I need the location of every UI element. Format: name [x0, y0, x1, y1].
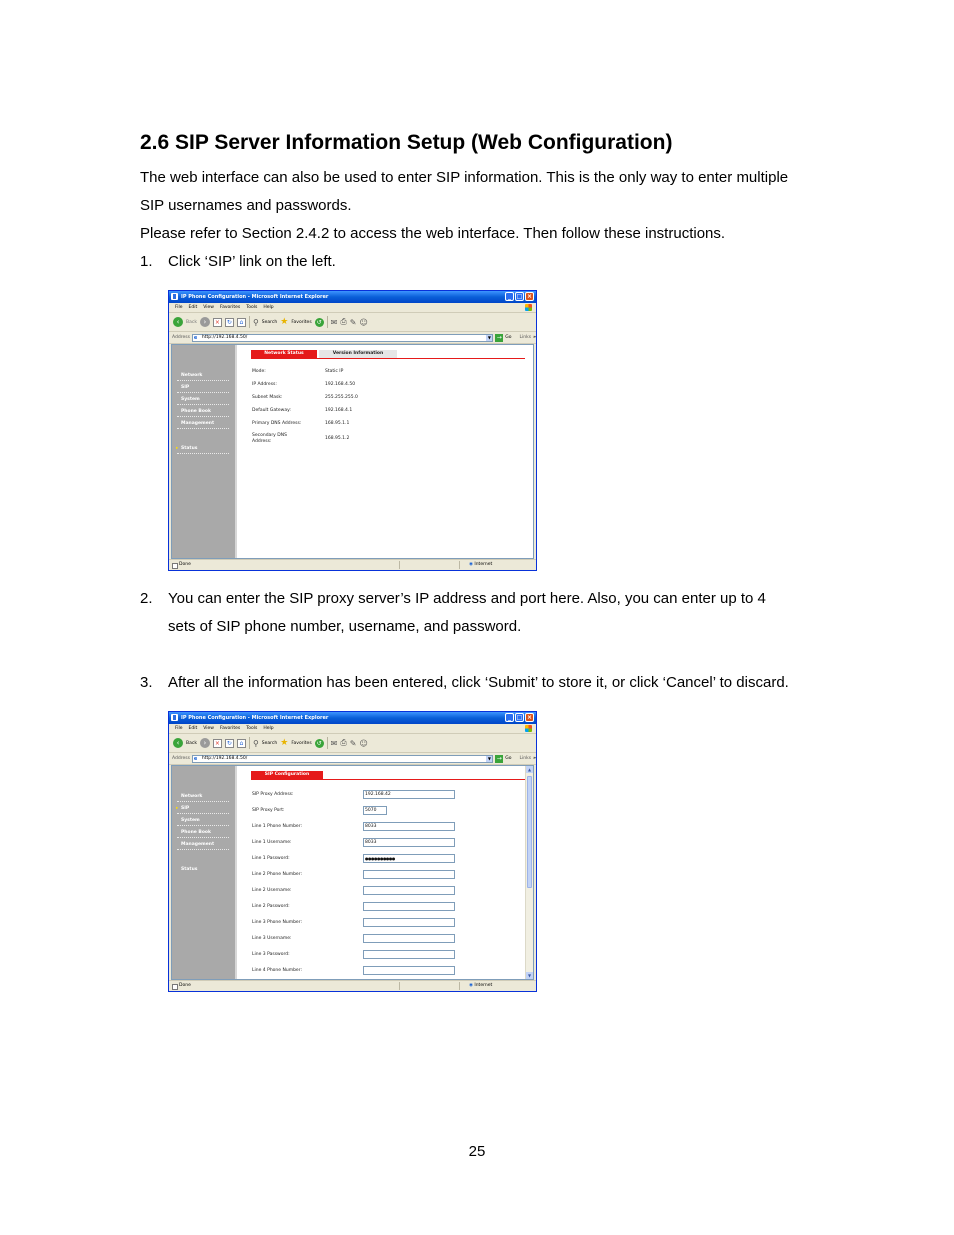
back-label[interactable]: Back [186, 319, 197, 325]
intro-line-1: The web interface can also be used to enter SIP information. This is the only way to enter multiple [140, 169, 789, 186]
menu-help[interactable]: Help [263, 726, 274, 731]
search-label[interactable]: Search [261, 319, 278, 325]
back-arrow-icon[interactable]: ‹ [173, 317, 183, 327]
chevron-down-icon[interactable]: ▼ [487, 334, 491, 340]
line4-phone-number-input[interactable] [363, 966, 455, 975]
section-heading: 2.6 SIP Server Information Setup (Web Configuration) [140, 131, 673, 154]
address-bar [169, 753, 536, 765]
menu-favorites[interactable]: Favorites [219, 305, 241, 310]
history-icon[interactable]: ↺ [316, 739, 322, 747]
minimize-button[interactable]: _ [505, 292, 514, 301]
address-input[interactable] [192, 755, 493, 763]
line3-username-input[interactable] [363, 934, 455, 943]
page-done-icon [172, 984, 178, 990]
sip-proxy-port-input[interactable]: 5070 [363, 806, 387, 815]
status-done: Done [179, 983, 191, 988]
address-value: http://192.168.4.50/ [201, 334, 248, 340]
windows-logo-icon [525, 725, 532, 732]
field-label: Line 1 Phone Number: [252, 824, 302, 829]
address-bar [169, 332, 536, 344]
page-content [171, 765, 534, 980]
close-button[interactable]: × [526, 714, 533, 721]
links-label[interactable]: Links [519, 756, 532, 761]
field-label: Line 1 Username: [252, 840, 292, 845]
vertical-scrollbar[interactable] [525, 766, 533, 979]
field-label: Line 3 Phone Number: [252, 920, 302, 925]
maximize-button[interactable]: □ [516, 714, 523, 721]
field-label: Line 4 Phone Number: [252, 968, 302, 973]
back-label[interactable]: Back [186, 740, 197, 746]
menu-file[interactable]: File [175, 726, 183, 731]
sidebar-item-sip[interactable] [177, 805, 229, 814]
menu-tools[interactable]: Tools [246, 726, 258, 731]
stop-icon[interactable]: × [214, 318, 220, 326]
refresh-icon[interactable]: ↻ [226, 739, 232, 747]
line3-phone-number-input[interactable] [363, 918, 455, 927]
status-done: Done [179, 562, 191, 567]
intro-line-2: SIP usernames and passwords. [140, 197, 352, 214]
row-label: Secondary DNS [252, 433, 287, 438]
line2-username-input[interactable] [363, 886, 455, 895]
menu-edit[interactable]: Edit [188, 305, 198, 310]
search-icon[interactable]: ⚲ [252, 317, 259, 327]
scroll-down-icon[interactable]: ▼ [527, 973, 532, 978]
menu-favorites[interactable]: Favorites [219, 726, 241, 731]
sidebar-item-network[interactable]: Network [177, 793, 229, 802]
line2-phone-number-input[interactable] [363, 870, 455, 879]
status-internet-label: Internet [474, 562, 493, 567]
refer-line: Please refer to Section 2.4.2 to access the web interface. Then follow these instructions. [140, 225, 726, 242]
menu-view[interactable]: View [203, 305, 214, 310]
links-label[interactable]: Links [519, 335, 532, 340]
sidebar-item-phone-book[interactable]: Phone Book [177, 408, 229, 417]
forward-arrow-icon[interactable]: › [200, 317, 210, 327]
status-internet [469, 560, 492, 570]
row-value: 168.95.1.1 [325, 421, 350, 426]
line2-password-input[interactable] [363, 902, 455, 911]
refresh-icon[interactable]: ↻ [226, 318, 232, 326]
window-titlebar [169, 291, 536, 303]
step-1-text: Click ‘SIP’ link on the left. [168, 253, 336, 270]
toolbar [169, 313, 536, 332]
sidebar-item-sip[interactable]: SIP [177, 384, 229, 393]
step-2-text-line-2: sets of SIP phone number, username, and password. [168, 618, 522, 635]
tab-network-status[interactable]: Network Status [251, 350, 317, 358]
sidebar-item-network[interactable]: Network [177, 372, 229, 381]
globe-icon: ◉ [469, 983, 473, 988]
status-internet-label: Internet [474, 983, 493, 988]
sidebar-item-system[interactable]: System [177, 817, 229, 826]
windows-logo-icon [525, 304, 532, 311]
arrow-right-icon: ▸ [176, 446, 179, 451]
page-done-icon [172, 563, 178, 569]
sidebar-item-management[interactable]: Management [177, 420, 229, 429]
mail-icon[interactable]: ✉ [330, 317, 338, 327]
row-value: 168.95.1.2 [325, 436, 350, 441]
status-bar [169, 980, 536, 991]
row-value: 192.168.4.1 [325, 408, 353, 413]
window-title: IP Phone Configuration - Microsoft Internet Explorer [181, 294, 329, 300]
chevron-right-icon[interactable]: » [533, 335, 536, 340]
window-title: IP Phone Configuration - Microsoft Internet Explorer [181, 715, 329, 721]
menu-file[interactable]: File [175, 305, 183, 310]
history-icon[interactable]: ↺ [316, 318, 322, 326]
messenger-icon[interactable]: ☺ [359, 317, 368, 327]
step-1-number: 1. [140, 253, 153, 270]
status-internet [469, 981, 492, 991]
field-label: Line 2 Username: [252, 888, 292, 893]
close-button[interactable]: × [526, 293, 533, 300]
scrollbar-thumb[interactable] [527, 776, 532, 888]
toolbar-separator [249, 737, 250, 749]
scroll-up-icon[interactable]: ▲ [527, 767, 532, 772]
sidebar-item-status[interactable]: Status [181, 867, 198, 872]
step-3-text: After all the information has been entered, click ‘Submit’ to store it, or click ‘Cancel’ to discard. [168, 674, 789, 691]
sip-proxy-address-input[interactable]: 192.168.42 [363, 790, 455, 799]
menu-edit[interactable]: Edit [188, 726, 198, 731]
ie-page-icon [171, 714, 178, 721]
status-divider [399, 982, 400, 990]
menu-bar [169, 303, 536, 313]
address-label: Address [172, 335, 190, 340]
step-2-text-line-1: You can enter the SIP proxy server’s IP address and port here. Also, you can enter up to 4 [168, 590, 766, 607]
chevron-down-icon[interactable]: ▼ [487, 755, 491, 761]
row-label: Default Gateway: [252, 408, 291, 413]
status-bar [169, 559, 536, 570]
row-label: Address: [252, 439, 272, 444]
browser-window-network-status [168, 290, 537, 571]
chevron-right-icon[interactable]: » [533, 756, 536, 761]
toolbar [169, 734, 536, 753]
home-icon[interactable]: ⌂ [237, 318, 246, 327]
ie-page-icon [171, 293, 178, 300]
maximize-button[interactable]: □ [516, 293, 523, 300]
favorites-label[interactable]: Favorites [291, 740, 312, 746]
search-icon[interactable]: ⚲ [252, 738, 259, 748]
tab-version-information[interactable]: Version Information [319, 350, 397, 358]
back-arrow-icon[interactable]: ‹ [173, 738, 183, 748]
sidebar-item-management[interactable]: Management [177, 841, 229, 850]
row-label: IP Address: [252, 382, 277, 387]
edit-icon[interactable]: ✎ [349, 317, 357, 327]
tab-underline [251, 779, 525, 780]
row-value: 192.168.4.50 [325, 382, 356, 387]
address-label: Address [172, 756, 190, 761]
toolbar-separator [327, 316, 328, 328]
globe-icon: ◉ [469, 562, 473, 567]
field-label: SIP Proxy Port: [252, 808, 285, 813]
sidebar-item-sip-label: SIP [181, 806, 190, 811]
sidebar [172, 345, 237, 558]
row-label: Subnet Mask: [252, 395, 283, 400]
menu-help[interactable]: Help [263, 305, 274, 310]
field-label: Line 2 Password: [252, 904, 290, 909]
tab-underline [251, 358, 525, 359]
line1-phone-number-input[interactable]: 8033 [363, 822, 455, 831]
field-label: Line 3 Password: [252, 952, 290, 957]
toolbar-separator [249, 316, 250, 328]
line1-password-input[interactable]: ●●●●●●●●●● [363, 854, 455, 863]
page-number: 25 [468, 1143, 486, 1160]
forward-arrow-icon[interactable]: › [200, 738, 210, 748]
edit-icon[interactable]: ✎ [349, 738, 357, 748]
row-label: Primary DNS Address: [252, 421, 302, 426]
status-divider [459, 982, 460, 990]
menu-view[interactable]: View [203, 726, 214, 731]
search-label[interactable]: Search [261, 740, 278, 746]
favorites-star-icon[interactable]: ★ [280, 738, 289, 748]
page-content [171, 344, 534, 559]
mail-icon[interactable]: ✉ [330, 738, 338, 748]
sidebar [172, 766, 237, 979]
row-value: 255.255.255.0 [325, 395, 358, 400]
menu-tools[interactable]: Tools [246, 305, 258, 310]
menu-bar [169, 724, 536, 734]
address-input[interactable] [192, 334, 493, 342]
go-label[interactable]: Go [505, 335, 512, 340]
go-arrow-icon[interactable]: → [496, 754, 502, 762]
field-label: Line 3 Username: [252, 936, 292, 941]
go-arrow-icon[interactable]: → [496, 333, 502, 341]
address-value: http://192.168.4.50/ [201, 755, 248, 761]
messenger-icon[interactable]: ☺ [359, 738, 368, 748]
status-divider [399, 561, 400, 569]
field-label: Line 1 Password: [252, 856, 290, 861]
sidebar-item-status[interactable] [177, 445, 229, 454]
sidebar-item-status-label: Status [181, 446, 198, 451]
go-label[interactable]: Go [505, 756, 512, 761]
line1-username-input[interactable]: 8033 [363, 838, 455, 847]
favorites-star-icon[interactable]: ★ [280, 317, 289, 327]
home-icon[interactable]: ⌂ [237, 739, 246, 748]
field-label: SIP Proxy Address: [252, 792, 294, 797]
sidebar-item-system[interactable]: System [177, 396, 229, 405]
sidebar-item-phone-book[interactable]: Phone Book [177, 829, 229, 838]
favorites-label[interactable]: Favorites [291, 319, 312, 325]
row-value: Static IP [325, 369, 344, 374]
status-divider [459, 561, 460, 569]
minimize-button[interactable]: _ [505, 713, 514, 722]
print-icon[interactable]: ⎙ [340, 317, 347, 326]
arrow-right-icon: ▸ [176, 806, 179, 811]
step-3-number: 3. [140, 674, 153, 691]
print-icon[interactable]: ⎙ [340, 738, 347, 747]
step-2-number: 2. [140, 590, 153, 607]
browser-window-sip-configuration [168, 711, 537, 992]
line3-password-input[interactable] [363, 950, 455, 959]
row-label: Mode: [252, 369, 266, 374]
toolbar-separator [327, 737, 328, 749]
window-titlebar [169, 712, 536, 724]
stop-icon[interactable]: × [214, 739, 220, 747]
tab-sip-configuration[interactable]: SIP Configuration [251, 771, 323, 779]
field-label: Line 2 Phone Number: [252, 872, 302, 877]
